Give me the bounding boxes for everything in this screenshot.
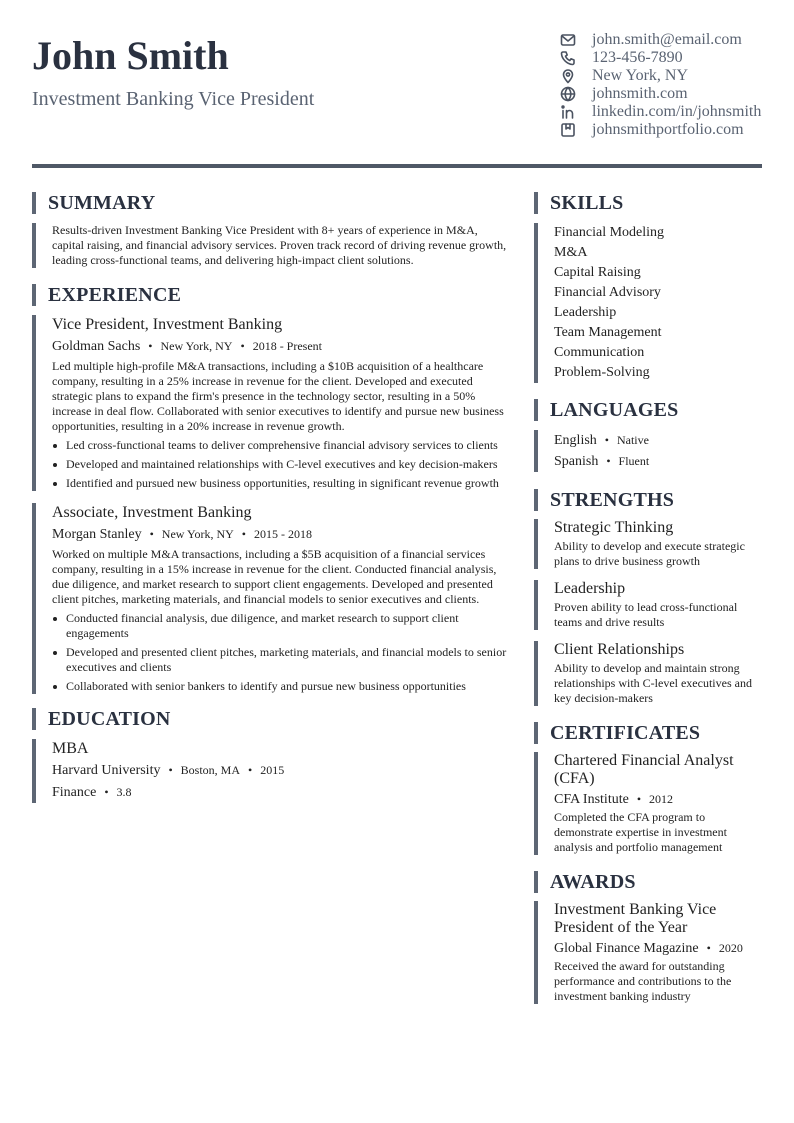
left-column	[32, 192, 510, 803]
contact-email-text: john.smith@email.com	[592, 31, 742, 48]
awards-heading-text: AWARDS	[550, 871, 636, 893]
certificate-text: Completed the CFA program to demonstrate expertise in investment analysis and portfolio management	[554, 810, 727, 854]
skill-item: Communication	[554, 345, 645, 360]
languages-heading	[534, 399, 762, 421]
contact-phone[interactable]	[559, 49, 789, 67]
certificate-issuer: CFA Institute	[554, 792, 629, 807]
education-heading-text: EDUCATION	[48, 708, 171, 730]
strength-title: Strategic Thinking	[554, 519, 674, 536]
awards-heading	[534, 871, 762, 893]
certificate-item	[534, 752, 762, 855]
portfolio-icon	[559, 121, 577, 139]
candidate-title: Investment Banking Vice President	[32, 88, 315, 110]
awards-section	[534, 871, 762, 1004]
education-section	[32, 708, 510, 803]
experience-item	[32, 315, 510, 491]
list-item: Developed and maintained relationships with C-level executives and key decision-makers	[52, 457, 510, 472]
strength-item	[534, 641, 762, 706]
job-role: Vice President, Investment Banking	[52, 316, 283, 333]
award-meta	[554, 938, 762, 959]
contact-location	[559, 67, 789, 85]
education-location: Boston, MA	[180, 763, 241, 777]
language-name: Spanish	[554, 454, 599, 469]
job-role: Associate, Investment Banking	[52, 504, 252, 521]
right-column	[534, 192, 762, 1004]
summary-text: Results-driven Investment Banking Vice President with 8+ years of experience in M&A, capital raising, and financial advisory services. Proven track record of driving revenue growth, leading cross-functional teams, and delivering high-impact client solutions.	[52, 223, 507, 267]
skill-item: Capital Raising	[554, 265, 641, 280]
job-description: Led multiple high-profile M&A transactions, including a $10B acquisition of a healthcare company, resulting in a 25% increase in revenue for the client. Developed and executed strategic plans to expand the firm's presence in the technology sector, resulting in a 50% increase in deal flow. Collaborated with senior executives to identify and pursue new business opportunities, resulting in a 20% increase in revenue growth.	[52, 359, 504, 433]
award-issuer: Global Finance Magazine	[554, 941, 699, 956]
separator-dot: •	[241, 527, 246, 541]
skills-heading-text: SKILLS	[550, 192, 624, 214]
strengths-heading	[534, 489, 762, 511]
award-title: Investment Banking Vice President of the Year	[554, 901, 717, 936]
skills-section	[534, 192, 762, 383]
experience-heading	[32, 284, 510, 306]
contact-portfolio[interactable]	[559, 121, 789, 139]
skill-item: Problem-Solving	[554, 365, 650, 380]
education-item	[32, 739, 510, 803]
certificate-title: Chartered Financial Analyst (CFA)	[554, 752, 734, 787]
strengths-section	[534, 489, 762, 706]
language-item	[554, 451, 762, 472]
skill-item: Financial Advisory	[554, 285, 661, 300]
job-dates: 2018 - Present	[252, 339, 323, 353]
languages-heading-text: LANGUAGES	[550, 399, 679, 421]
header-divider	[32, 164, 762, 168]
award-item	[534, 901, 762, 1004]
job-location: New York, NY	[160, 339, 233, 353]
linkedin-icon	[559, 103, 577, 121]
separator-dot: •	[706, 941, 711, 955]
job-dates: 2015 - 2018	[254, 527, 312, 541]
list-item: Identified and pursued new business opportunities, resulting in significant revenue growth	[52, 476, 510, 491]
list-item: Developed and presented client pitches, marketing materials, and financial models to senior executives and clients	[52, 645, 510, 675]
phone-icon	[559, 49, 577, 67]
job-company: Goldman Sachs	[52, 339, 141, 354]
certificates-section	[534, 722, 762, 855]
skill-item: M&A	[554, 245, 588, 260]
education-year: 2015	[260, 763, 285, 777]
education-school: Harvard University	[52, 763, 161, 778]
job-description: Worked on multiple M&A transactions, including a $5B acquisition of a financial services company, resulting in a 15% increase in revenue for the client. Conducted financial analysis, due diligence, and market research to support client engagements. Developed and presented client pitches, marketing materials, and financial models to senior executives and clients.	[52, 547, 497, 606]
education-degree: MBA	[52, 740, 89, 757]
list-item: Led cross-functional teams to deliver comprehensive financial advisory services to clients	[52, 438, 510, 453]
summary-heading-text: SUMMARY	[48, 192, 156, 214]
contact-location-text: New York, NY	[592, 67, 689, 84]
separator-dot: •	[149, 527, 154, 541]
skill-item: Leadership	[554, 305, 617, 320]
strength-text: Ability to develop and maintain strong relationships with C-level executives and key decision-makers	[554, 661, 752, 705]
contact-linkedin[interactable]	[559, 103, 789, 121]
language-level: Fluent	[618, 454, 650, 468]
strength-item	[534, 519, 762, 569]
education-field: Finance	[52, 785, 97, 800]
location-pin-icon	[559, 67, 577, 85]
languages-section	[534, 399, 762, 472]
strength-item	[534, 580, 762, 630]
strengths-heading-text: STRENGTHS	[550, 489, 675, 511]
separator-dot: •	[168, 763, 173, 777]
contact-website[interactable]	[559, 85, 789, 103]
summary-body	[32, 223, 510, 268]
strength-title: Leadership	[554, 580, 626, 597]
certificate-year: 2012	[649, 792, 674, 806]
language-level: Native	[616, 433, 649, 447]
education-gpa: 3.8	[116, 785, 132, 799]
contact-email[interactable]	[559, 31, 789, 49]
certificates-heading	[534, 722, 762, 744]
summary-heading	[32, 192, 510, 214]
separator-dot: •	[104, 785, 109, 799]
contact-list	[559, 31, 789, 139]
strength-text: Ability to develop and execute strategic plans to drive business growth	[554, 539, 745, 568]
mail-icon	[559, 31, 577, 49]
separator-dot: •	[148, 339, 153, 353]
award-text: Received the award for outstanding performance and contributions to the investment banking industry	[554, 959, 732, 1003]
skill-item: Financial Modeling	[554, 225, 665, 240]
skills-heading	[534, 192, 762, 214]
experience-section	[32, 284, 510, 694]
separator-dot: •	[248, 763, 253, 777]
strength-title: Client Relationships	[554, 641, 685, 658]
award-year: 2020	[718, 941, 743, 955]
list-item: Conducted financial analysis, due diligence, and market research to support client engagements	[52, 611, 510, 641]
job-bullets	[52, 611, 510, 694]
skill-item: Team Management	[554, 325, 662, 340]
certificates-heading-text: CERTIFICATES	[550, 722, 701, 744]
job-meta	[52, 524, 510, 545]
education-meta	[52, 760, 510, 781]
job-location: New York, NY	[161, 527, 234, 541]
experience-item	[32, 503, 510, 694]
languages-list	[534, 430, 762, 472]
contact-linkedin-text: linkedin.com/in/johnsmith	[592, 103, 762, 120]
separator-dot: •	[604, 433, 609, 447]
separator-dot: •	[606, 454, 611, 468]
separator-dot: •	[636, 792, 642, 806]
contact-portfolio-text: johnsmithportfolio.com	[592, 121, 744, 138]
candidate-name: John Smith	[32, 33, 229, 78]
education-heading	[32, 708, 510, 730]
contact-website-text: johnsmith.com	[592, 85, 688, 102]
education-field-meta	[52, 782, 510, 803]
separator-dot: •	[240, 339, 245, 353]
language-item	[554, 430, 762, 451]
summary-section	[32, 192, 510, 268]
strength-text: Proven ability to lead cross-functional teams and drive results	[554, 600, 738, 629]
skills-list	[534, 223, 762, 383]
language-name: English	[554, 433, 597, 448]
job-bullets	[52, 438, 510, 491]
contact-phone-text: 123-456-7890	[592, 49, 683, 66]
job-company: Morgan Stanley	[52, 527, 142, 542]
list-item: Collaborated with senior bankers to identify and pursue new business opportunities	[52, 679, 510, 694]
experience-heading-text: EXPERIENCE	[48, 284, 182, 306]
certificate-meta	[554, 789, 762, 810]
job-meta	[52, 336, 510, 357]
globe-icon	[559, 85, 577, 103]
